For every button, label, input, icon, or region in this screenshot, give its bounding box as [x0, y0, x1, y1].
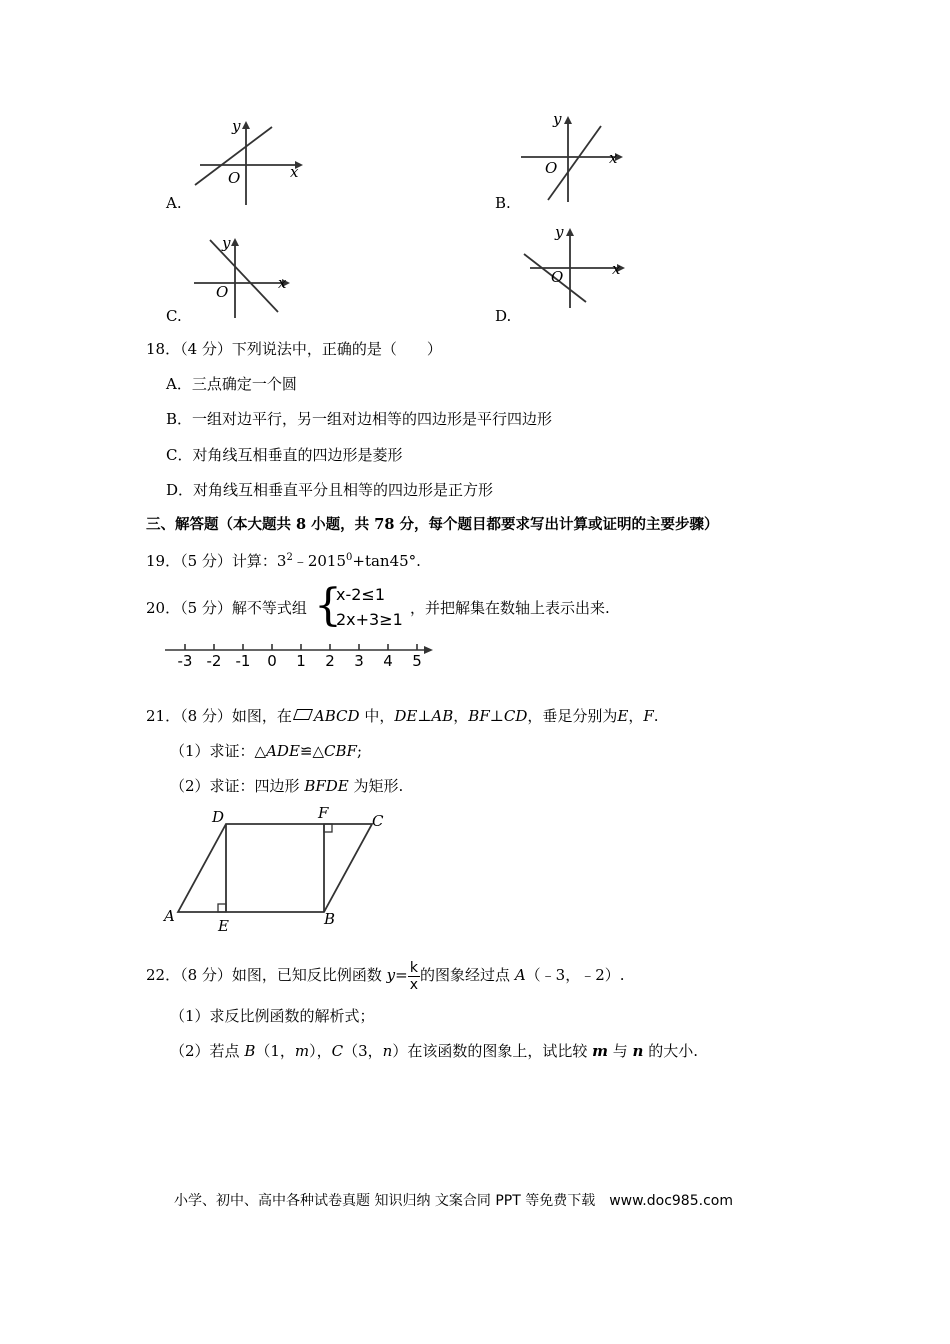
parallelogram-figure [160, 800, 400, 940]
q22-stem-b: 的图象经过点 [420, 966, 515, 984]
graph-b [515, 110, 630, 205]
q19-stem [146, 551, 421, 571]
number-line-label: 5 [412, 652, 422, 670]
number-line-label: 1 [296, 652, 306, 670]
number-line-label: 2 [325, 652, 335, 670]
graph-c-origin-label: O [216, 283, 229, 301]
q22-part2-g: 的大小. [643, 1042, 698, 1060]
q22-point-c: C [331, 1042, 344, 1060]
q18-option-d: D．对角线互相垂直平分且相等的四边形是正方形 [166, 481, 494, 499]
q22-m: m [294, 1042, 310, 1060]
graph-c-y-label: y [222, 234, 231, 252]
q22-point-b: B [244, 1042, 256, 1060]
q19-exp2: 0 [346, 552, 353, 563]
q22-part2-f: 与 [608, 1042, 633, 1060]
graph-d-origin-label: O [551, 268, 564, 286]
vertex-d-label: D [212, 808, 225, 826]
option-c-label: C. [166, 307, 182, 325]
q20-inequality-2: 2x+3≥1 [336, 610, 403, 629]
q19-exp1: 2 [286, 552, 293, 563]
q22-stem-c: （﹣3，﹣2）. [525, 966, 625, 984]
fraction-numerator: k [408, 960, 420, 977]
q22-part2-d: （3， [343, 1042, 383, 1060]
q19-prefix: 19．（5 分）计算：3 [146, 552, 287, 570]
q21-perp-1: ⊥ [417, 707, 432, 725]
q22-stem [146, 957, 625, 993]
q21-part2-bfde: BFDE [304, 777, 349, 795]
q18-option-c: C．对角线互相垂直的四边形是菱形 [166, 446, 403, 464]
q21-period: . [653, 707, 659, 725]
fraction-k-over-x [408, 960, 420, 993]
q20-suffix: ，并把解集在数轴上表示出来. [410, 599, 610, 617]
graph-b-x-label: x [609, 149, 618, 167]
parallelogram-symbol-icon [293, 709, 313, 720]
q21-part1-a: （1）求证：△ [170, 742, 267, 760]
q22-eq: = [395, 966, 408, 984]
q21-perp-2: ⊥ [489, 707, 504, 725]
q22-n: n [382, 1042, 393, 1060]
graph-b-origin-label: O [545, 159, 558, 177]
q21-f: F [643, 707, 654, 725]
graph-b-y-label: y [553, 110, 562, 128]
q21-part1-cbf: CBF [324, 742, 357, 760]
q21-stem [146, 706, 659, 726]
number-line-label: -2 [206, 652, 222, 670]
fraction-denominator: x [409, 976, 419, 993]
q22-y: y [386, 966, 396, 984]
q21-part1-c: ≌△ [299, 742, 325, 760]
q21-comma-2: ， [628, 707, 644, 725]
q22-part2-e: ）在该函数的图象上，试比较 [392, 1042, 593, 1060]
q21-e: E [617, 707, 629, 725]
q21-part2 [170, 776, 403, 796]
number-line-label: 3 [354, 652, 364, 670]
section3-heading: 三、解答题（本大题共 8 小题，共 78 分，每个题目都要求写出计算或证明的主要步骤） [146, 516, 719, 533]
system-brace: { [314, 580, 342, 631]
q22-point-a: A [514, 966, 526, 984]
q22-part2-a: （2）若点 [170, 1042, 245, 1060]
page-footer[interactable]: 小学、初中、高中各种试卷真题 知识归纳 文案合同 PPT 等免费下载 www.doc985.com [174, 1193, 733, 1209]
q22-part1: （1）求反比例函数的解析式； [170, 1007, 375, 1025]
graph-d-y-label: y [555, 223, 564, 241]
q21-cd: CD [503, 707, 528, 725]
q18-option-a: A．三点确定一个圆 [166, 375, 297, 393]
graph-a [190, 115, 305, 210]
q21-bf: BF [468, 707, 490, 725]
q21-ab: AB [431, 707, 454, 725]
q21-part2-c: 为矩形. [348, 777, 404, 795]
number-line-label: -1 [235, 652, 251, 670]
graph-d-x-label: x [612, 260, 621, 278]
q18-stem: 18．（4 分）下列说法中，正确的是（ ） [146, 340, 442, 358]
vertex-e-label: E [218, 917, 229, 935]
q18-option-b: B．一组对边平行，另一组对边相等的四边形是平行四边形 [166, 410, 553, 428]
q21-text-c: 中， [359, 707, 395, 725]
option-a-label: A. [166, 194, 182, 212]
q22-part2-b: （1， [255, 1042, 295, 1060]
vertex-c-label: C [372, 812, 384, 830]
vertex-a-label: A [164, 907, 175, 925]
q22-part2-c: ）， [309, 1042, 332, 1060]
graph-a-y-label: y [232, 117, 241, 135]
q21-part1-e: ; [356, 742, 362, 760]
q20-prefix: 20．（5 分）解不等式组 [146, 599, 307, 617]
option-d-label: D. [495, 307, 512, 325]
graph-c-x-label: x [278, 274, 287, 292]
q21-text-k: ，垂足分别为 [527, 707, 618, 725]
vertex-b-label: B [324, 910, 336, 928]
q19-mid: ﹣2015 [292, 552, 347, 570]
q21-stem-text: 21．（8 分）如图，在 [146, 707, 292, 725]
q21-de: DE [394, 707, 418, 725]
q21-abcd: ABCD [313, 707, 360, 725]
number-line-label: -3 [177, 652, 193, 670]
number-line-label: 0 [267, 652, 277, 670]
option-b-label: B. [495, 194, 511, 212]
graph-d [520, 222, 635, 312]
q22-stem-a: 22．（8 分）如图，已知反比例函数 [146, 966, 387, 984]
graph-c [190, 230, 300, 320]
q21-part1-ade: ADE [266, 742, 300, 760]
q22-n-2: n [632, 1042, 644, 1060]
q22-part2 [170, 1041, 698, 1061]
q21-comma-1: ， [453, 707, 469, 725]
q21-part1 [170, 741, 362, 761]
q20-inequality-1: x-2≤1 [336, 585, 386, 604]
q19-suffix: +tan45°. [352, 552, 421, 570]
vertex-f-label: F [318, 804, 329, 822]
graph-a-x-label: x [290, 163, 299, 181]
number-line-label: 4 [383, 652, 393, 670]
q21-part2-a: （2）求证：四边形 [170, 777, 305, 795]
q22-m-2: m [592, 1042, 608, 1060]
graph-a-origin-label: O [228, 169, 241, 187]
